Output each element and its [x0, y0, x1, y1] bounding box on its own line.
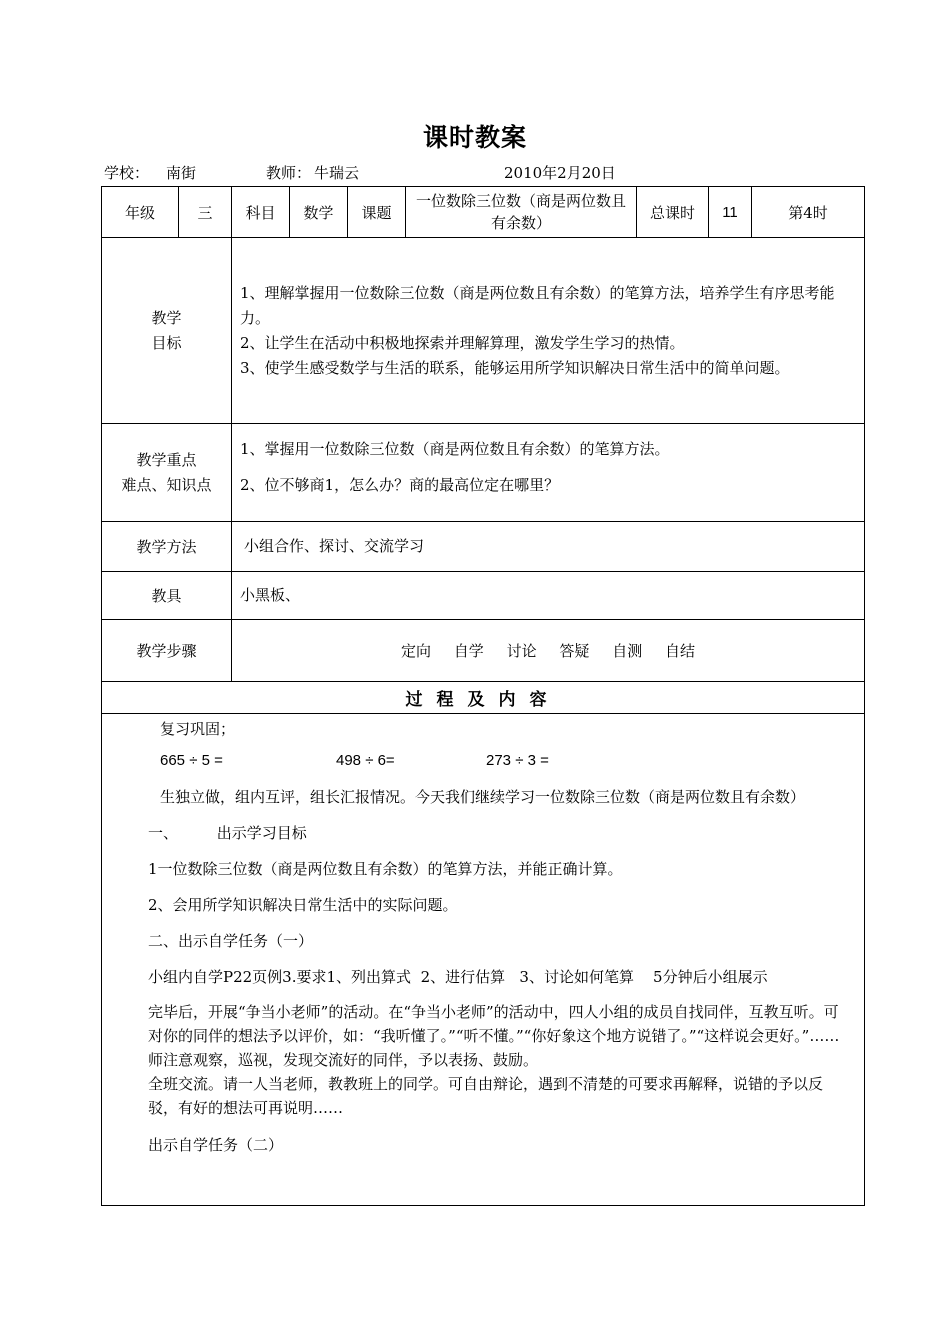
objective-item: 2、让学生在活动中积极地探索并理解算理，激发学生学习的热情。 — [240, 333, 685, 352]
self-study-task: 小组内自学P22页例3.要求1、列出算式 2、进行估算 3、讨论如何笔算 5分钟后小组展示 — [148, 968, 768, 986]
process-header-row — [102, 682, 865, 714]
tools-label: 教具 — [102, 572, 232, 620]
school-label: 学校： — [104, 164, 150, 182]
key-points-label-line1: 教学重点 — [136, 450, 197, 469]
grade-label: 年级 — [102, 187, 179, 238]
total-hours-value: 11 — [709, 187, 752, 238]
steps-value — [232, 620, 865, 682]
lesson-number: 第4时 — [752, 187, 865, 238]
step-item: 定向 — [401, 642, 432, 660]
step-item: 答疑 — [559, 642, 590, 660]
document-title: 课时教案 — [422, 123, 527, 152]
process-content-row — [102, 714, 865, 1206]
activity-description: 完毕后，开展“争当小老师”的活动。在“争当小老师”的活动中，四人小组的成员自找同伴，互教互听。可对你的同伴的想法予以评价，如：“我听懂了。”“听不懂。”“你好象这个地方说错了。”“这样说会更好。”…… — [148, 1003, 840, 1045]
objectives-label-line1: 教学 — [151, 308, 182, 327]
key-points-row — [102, 424, 865, 522]
key-points-content — [232, 424, 865, 522]
subject-label: 科目 — [232, 187, 290, 238]
method-value: 小组合作、探讨、交流学习 — [232, 522, 865, 572]
key-points-label-line2: 难点、知识点 — [121, 475, 212, 494]
school-name: 南街 — [166, 164, 197, 182]
teacher-label: 教师： — [266, 164, 312, 182]
section-1-title: 出示学习目标 — [216, 824, 307, 842]
objective-item: 3、使学生感受数学与生活的联系，能够运用所学知识解决日常生活中的简单问题。 — [240, 358, 790, 377]
objectives-row — [102, 238, 865, 424]
tools-value: 小黑板、 — [232, 572, 865, 620]
process-content — [102, 714, 865, 1206]
step-item: 自结 — [664, 642, 695, 660]
steps-label: 教学步骤 — [102, 620, 232, 682]
method-row — [102, 522, 865, 572]
subject-value: 数学 — [290, 187, 348, 238]
objectives-label — [102, 238, 232, 424]
objectives-label-line2: 目标 — [151, 333, 182, 352]
objectives-content — [232, 238, 865, 424]
tools-row — [102, 572, 865, 620]
observation-note: 师注意观察，巡视，发现交流好的同伴，予以表扬、鼓励。 — [148, 1051, 539, 1069]
step-item: 自测 — [612, 642, 643, 660]
step-item: 讨论 — [506, 642, 537, 660]
section-2-title: 二、出示自学任务（一） — [148, 932, 314, 950]
goal-item: 2、会用所学知识解决日常生活中的实际问题。 — [148, 896, 458, 914]
review-summary: 生独立做，组内互评，组长汇报情况。今天我们继续学习一位数除三位数（商是两位数且有余数） — [160, 788, 806, 806]
goal-item: 1一位数除三位数（商是两位数且有余数）的笔算方法，并能正确计算。 — [148, 860, 623, 878]
topic-value: 一位数除三位数（商是两位数且有余数） — [406, 187, 637, 238]
total-hours-label: 总课时 — [637, 187, 709, 238]
section-3-title: 出示自学任务（二） — [148, 1136, 284, 1154]
meta-line — [104, 162, 864, 184]
steps-row — [102, 620, 865, 682]
class-exchange: 全班交流。请一人当老师，教教班上的同学。可自由辩论，遇到不清楚的可要求再解释，说错的予以反驳，有好的想法可再说明…… — [148, 1075, 824, 1117]
equation: 273 ÷ 3 = — [486, 752, 549, 769]
objective-item: 1、理解掌握用一位数除三位数（商是两位数且有余数）的笔算方法，培养学生有序思考能力。 — [240, 283, 835, 327]
section-1 — [148, 822, 850, 844]
equation: 665 ÷ 5 = — [160, 752, 223, 769]
lesson-plan-table — [101, 186, 865, 1206]
key-point-item: 1、掌握用一位数除三位数（商是两位数且有余数）的笔算方法。 — [240, 440, 670, 458]
review-equations — [148, 750, 850, 772]
method-label: 教学方法 — [102, 522, 232, 572]
equation: 498 ÷ 6= — [336, 752, 395, 769]
header-row — [102, 187, 865, 238]
process-header: 过程及内容 — [102, 682, 865, 714]
teacher-name: 牛瑞云 — [314, 164, 360, 182]
lesson-date: 2010年2月20日 — [504, 164, 616, 182]
section-1-number: 一、 — [148, 824, 179, 842]
step-item: 自学 — [453, 642, 484, 660]
key-points-label — [102, 424, 232, 522]
review-title: 复习巩固； — [160, 720, 236, 738]
key-point-item: 2、位不够商1，怎么办？商的最高位定在哪里？ — [240, 476, 560, 494]
topic-label: 课题 — [348, 187, 406, 238]
grade-value: 三 — [179, 187, 232, 238]
